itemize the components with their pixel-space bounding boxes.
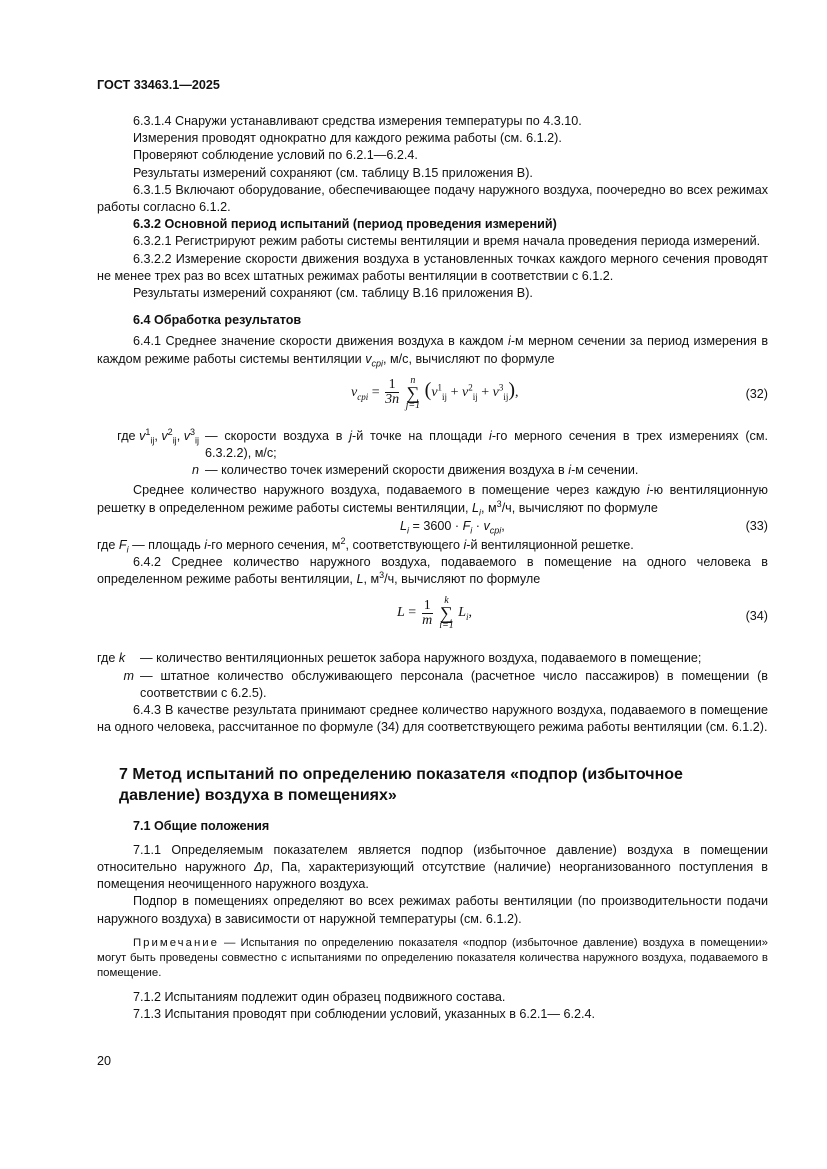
paragraph-643: 6.4.3 В качестве результата принимают среднее количество наружного воздуха, подаваемого в помещение на одного человека, рассчитанное по формуле (34) для соответствующего режима работы вентиляции (см. 6.1.2).: [97, 703, 768, 735]
definition-text-n: — количество точек измерений скорости движения воздуха в i-м сечении.: [205, 463, 639, 478]
heading-64: 6.4 Обработка результатов: [133, 313, 302, 328]
definition-term-n: n: [191, 463, 199, 478]
equation-number-33: (33): [745, 518, 768, 533]
paragraph-642: 6.4.2 Среднее количество наружного воздуха, подаваемого в помещение на одного человека в определенном режиме работы вентиляции, L, $м^3/ч$, вычисляют по формуле: [97, 555, 768, 587]
definitions-34-m: [97, 668, 768, 702]
paragraph-6322: 6.3.2.2 Измерение скорости движения воздуха в установленных точках каждого мерного сечения проводят не менее трех раз во всех штатных режимах работы вентиляции в соответствии с 6.1.2.: [97, 251, 768, 283]
definitions-34: [97, 650, 768, 667]
paragraph-711: 7.1.1 Определяемым показателем является подпор (избыточное давление) воздуха в помещении относительно наружного Δp, Па, характеризующий отсутствие (наличие) неорганизованного поступления в помещения неочищенного наружного воздуха.: [97, 842, 768, 892]
paragraph-6322-b: Результаты измерений сохраняют (см. таблицу В.16 приложения В).: [133, 286, 533, 301]
equation-number-32: (32): [745, 386, 768, 401]
paragraph-6314-b: Измерения проводят однократно для каждого режима работы (см. 6.1.2).: [133, 131, 562, 146]
formula-34: L = $\frac{1}{m}$ k ∑ i=1 $L_i$, (34): [397, 595, 768, 632]
note-label: Примечание: [133, 936, 219, 949]
paragraph-713: 7.1.3 Испытания проводят при соблюдении условий, указанных в 6.2.1— 6.2.4.: [133, 1006, 596, 1021]
definition-text-v: — скорости воздуха в j-й точке на площади i-го мерного сечения в трех измерениях (см. 6.3.2.2), м/с;: [205, 428, 768, 461]
paragraph-6315: 6.3.1.5 Включают оборудование, обеспечивающее подачу наружного воздуха, поочередно во всех режимах работы согласно 6.1.2.: [97, 182, 768, 215]
equation-number-34: (34): [745, 609, 768, 624]
heading-632: 6.3.2 Основной период испытаний (период проведения измерений): [133, 217, 557, 232]
paragraph-li: Среднее количество наружного воздуха, подаваемого в помещение через каждую i-ю вентиляционную решетку в определенном режиме работы системы вентиляции, $L_i$, $м^3/ч$, вычисляют по формуле: [97, 483, 768, 518]
definition-text-m: — штатное количество обслуживающего персонала (расчетное число пассажиров) в помещении (в соответствии с 6.2.5).: [140, 668, 768, 700]
page-number: 20: [97, 1054, 112, 1068]
formula-33: $L_i = 3600 \cdot F_i \cdot v_{срi}$, (33): [400, 518, 768, 536]
paragraph-711-c: Подпор в помещениях определяют во всех режимах работы вентиляции (по производительности подачи наружного воздуха) в зависимости от наружной температуры (см. 6.1.2).: [97, 894, 768, 926]
paragraph-6314-a: 6.3.1.4 Снаружи устанавливают средства измерения температуры по 4.3.10.: [133, 114, 582, 128]
definitions-32: [97, 428, 768, 480]
document-code-header: ГОСТ 33463.1—2025: [97, 78, 220, 92]
definition-text-k: — количество вентиляционных решеток забора наружного воздуха, подаваемого в помещение;: [140, 651, 702, 666]
paragraph-712: 7.1.2 Испытаниям подлежит один образец подвижного состава.: [133, 989, 506, 1004]
formula-32: $v_{срi}$ = $\frac{1}{3n}$ n ∑ j=1 $(v^1_{ij} + v^2_{ij} + v^3_{ij})$, (32): [351, 374, 768, 411]
paragraph-6314-d: Результаты измерений сохраняют (см. таблицу В.15 приложения В).: [133, 165, 533, 180]
paragraph-641: 6.4.1 Среднее значение скорости движения воздуха в каждом i-м мерном сечении за период измерения в каждом режиме работы системы вентиляции $v_{срi}$, м/с, вычисляют по формуле: [97, 334, 769, 369]
section-7-title: 7 Метод испытаний по определению показателя «подпор (избыточное давление) воздуха в помещениях»: [119, 766, 683, 805]
definition-term-v: где $v^1_{ij}$, $v^2_{ij}$, $v^3_{ij}$: [117, 426, 199, 446]
paragraph-6314-c: Проверяют соблюдение условий по 6.2.1—6.2.4.: [133, 148, 418, 163]
paragraph-6321: 6.3.2.1 Регистрируют режим работы системы вентиляции и время начала проведения периода измерений.: [133, 234, 761, 249]
heading-71: 7.1 Общие положения: [133, 819, 270, 834]
definition-term-m: m: [123, 668, 134, 683]
definition-term-k: где k: [97, 651, 126, 666]
note-block: Примечание — Испытания по определению показателя «подпор (избыточное давление) воздуха в помещении» могут быть проведены совместно с испытаниями по определению показателя количества наружного воздуха, подаваемого в помещение.: [97, 936, 768, 979]
paragraph-fi: где $F_i$ — площадь i-го мерного сечения, $м^2$, соответствующего i-й вентиляционной решетке.: [97, 535, 634, 555]
page-body: [97, 113, 768, 1023]
